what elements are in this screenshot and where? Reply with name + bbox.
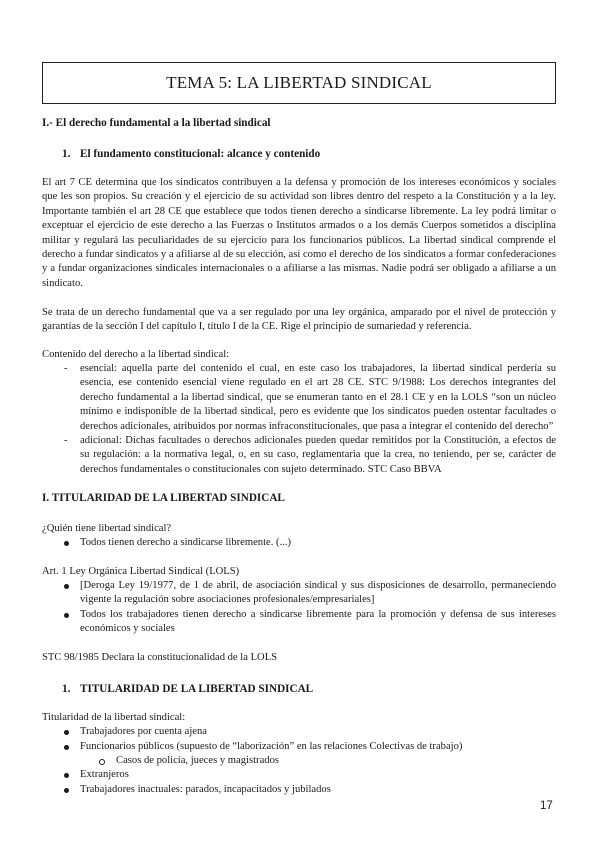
list-item: [Deroga Ley 19/1977, de 1 de abril, de asociación sindical y sus disposiciones de desarrollo, permaneciendo vigente la regulación sobre asociaciones profesionales/empresariales] bbox=[80, 580, 556, 606]
list-item: Todos tienen derecho a sindicarse libremente. (...) bbox=[80, 537, 292, 548]
bullet-icon bbox=[64, 541, 69, 546]
subsection-number: 1. bbox=[62, 148, 71, 160]
bullet-icon bbox=[64, 613, 69, 618]
paragraph: El art 7 CE determina que los sindicatos contribuyen a la defensa y promoción de los intereses económicos y sociales que les son propios. Su creación y el ejercicio de su actividad son libres dentro del respeto a la Constitución y a la ley. Importante también el art 28 CE que establece que todos tienen derecho a sindicarse libremente. La ley podrá limitar o exceptuar el ejercicio de este derecho a las Fuerzas o Institutos armados o a los demás Cuerpos sometidos a disciplina militar y regulará las peculiaridades de su ejercicio para los funcionarios públicos. La libertad sindical comprende el derecho a fundar sindicatos y a afiliarse al de su elección, así como el derecho de los sindicatos a formar confederaciones y a fundar organizaciones sindicales internacionales o a afiliarse a las mismas. Nadie podrá ser obligado a afiliarse a un sindicato. bbox=[42, 177, 556, 289]
subsection-heading: El fundamento constitucional: alcance y contenido bbox=[80, 148, 321, 160]
law-reference: Art. 1 Ley Orgánica Libertad Sindical (LOLS) bbox=[42, 566, 240, 577]
list-item: Trabajadores inactuales: parados, incapacitados y jubilados bbox=[80, 784, 331, 795]
circle-bullet-icon bbox=[99, 759, 105, 765]
list-item: Trabajadores por cuenta ajena bbox=[80, 726, 207, 737]
list-item: esencial: aquella parte del contenido el cual, en este caso los trabajadores, la libertad sindical perdería su esencia, ese contenido esencial viene regulado en el art 28 CE. STC 9/1988: Los derechos integrantes del derecho fundamental a la libertad sindical, que se enumeran tanto en el 28.1 CE y en la LOLS “son un núcleo mínimo e indisponible de la libertad sindical, pero es evidente que los sindicatos pueden ostentar facultades o derechos adicionales, atribuidos por normas infraconstitucionales, que pasa a integrar el contenido del derecho” bbox=[80, 363, 556, 432]
bullet-icon bbox=[64, 745, 69, 750]
section-heading: I. TITULARIDAD DE LA LIBERTAD SINDICAL bbox=[42, 492, 285, 504]
sub-list-item: Casos de policía, jueces y magistrados bbox=[116, 755, 279, 766]
list-item: Funcionarios públicos (supuesto de “laborización” en las relaciones Colectivas de trabajo) bbox=[80, 741, 463, 752]
case-reference: STC 98/1985 Declara la constitucionalidad de la LOLS bbox=[42, 652, 278, 663]
content-intro: Contenido del derecho a la libertad sindical: bbox=[42, 349, 230, 360]
page-title: TEMA 5: LA LIBERTAD SINDICAL bbox=[42, 62, 556, 104]
list-item: Extranjeros bbox=[80, 769, 129, 780]
bullet-icon bbox=[64, 773, 69, 778]
list-item: Todos los trabajadores tienen derecho a sindicarse libremente para la promoción y defensa de sus intereses económicos y sociales bbox=[80, 609, 556, 635]
bullet-icon bbox=[64, 730, 69, 735]
list-item: adicional: Dichas facultades o derechos adicionales pueden quedar remitidos por la Constitución, a efectos de su regulación: a la normativa legal, o, en su caso, reglamentaria que la crea, no teniendo, per se, carácter de derechos fundamentales o constitucionales con sujeto determinado. STC Caso BBVA bbox=[80, 435, 556, 475]
question: ¿Quién tiene libertad sindical? bbox=[42, 523, 172, 534]
bullet-icon bbox=[64, 584, 69, 589]
titularidad-intro: Titularidad de la libertad sindical: bbox=[42, 712, 186, 723]
subsection-number: 1. bbox=[62, 683, 71, 695]
section-heading: I.- El derecho fundamental a la libertad sindical bbox=[42, 117, 271, 129]
page-number: 17 bbox=[540, 800, 553, 812]
subsection-heading: TITULARIDAD DE LA LIBERTAD SINDICAL bbox=[80, 683, 314, 695]
dash-marker: - bbox=[64, 435, 68, 446]
dash-marker: - bbox=[64, 363, 68, 374]
paragraph: Se trata de un derecho fundamental que va a ser regulado por una ley orgánica, amparado por el nivel de protección y garantías de la sección I del capítulo I, título I de la CE. Rige el principio de sumariedad y referencia. bbox=[42, 307, 556, 333]
bullet-icon bbox=[64, 788, 69, 793]
